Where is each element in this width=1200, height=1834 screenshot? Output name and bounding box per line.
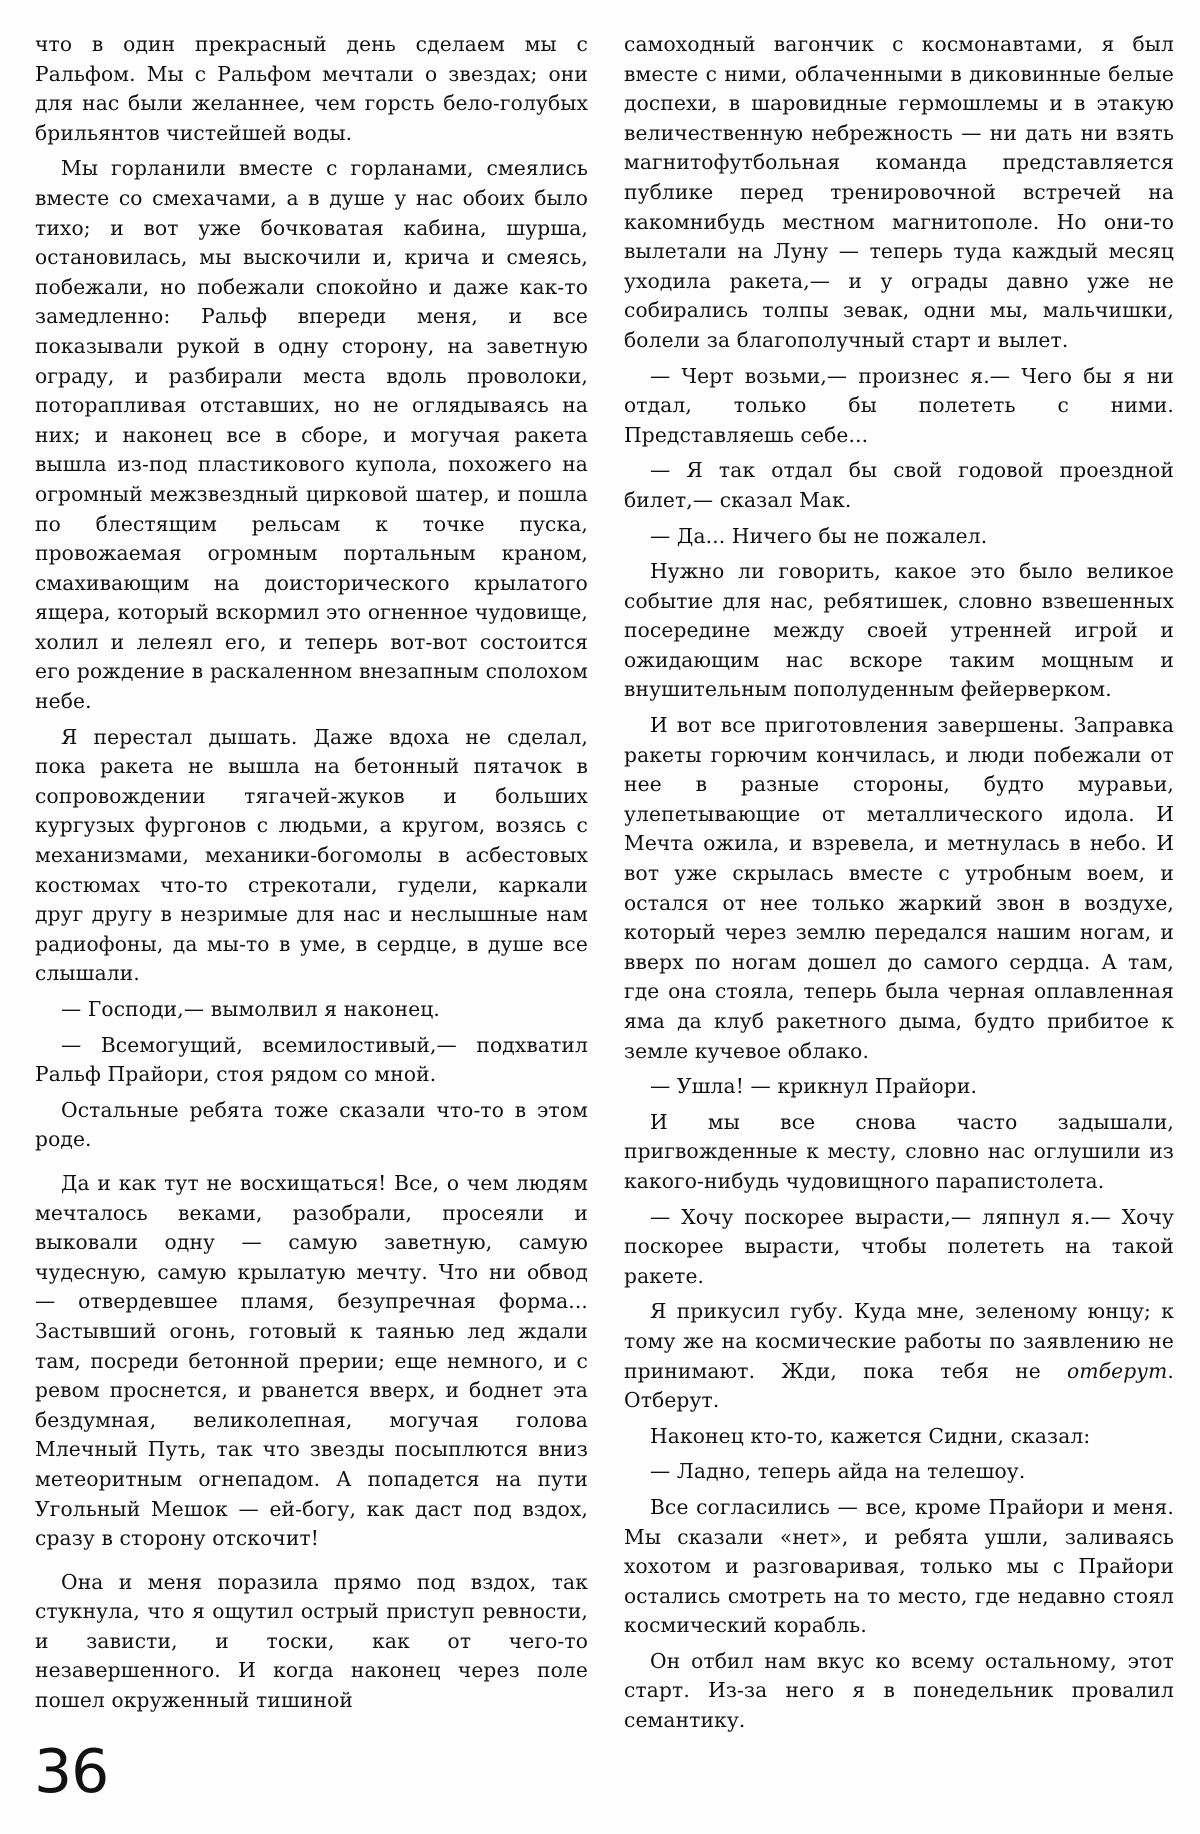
dialogue-line: — Черт возьми,— произнес я.— Чего бы я ни отдал, только бы полететь с ними. Представляешь себе... xyxy=(624,363,1174,447)
dialogue-line: — Ушла! — крикнул Прайори. xyxy=(650,1074,978,1099)
paragraph: И мы все снова часто задышали, пригвожденные к месту, словно нас оглушили из какого-нибудь чудовищного парапистолета. xyxy=(624,1109,1174,1193)
left-text-column xyxy=(35,30,588,1722)
paragraph: Мы горланили вместе с горланами, смеялись вместе со смехачами, а в душе у нас обоих было тихо; и вот уже бочковатая кабина, шурша, остановилась, мы выскочили и, крича и смеясь, побежали, но побежали спокойно и даже как-то замедленно: Ральф впереди меня, и все показывали рукой в одну сторону, на заветную ограду, и разбирали места вдоль проволоки, поторапливая отставших, но не оглядываясь на них; и наконец все в сборе, и могучая ракета вышла из-под пластикового купола, похожего на огромный межзвездный цирковой шатер, и пошла по блестящим рельсам к точке пуска, провожаемая огромным портальным краном, смахивающим на доисторического крылатого ящера, который вскормил это огненное чудовище, холил и лелеял его, и теперь вот-вот состоится его рождение в раскаленном внезапным сполохом небе. xyxy=(35,156,588,714)
paragraph: Я перестал дышать. Даже вдоха не сделал, пока ракета не вышла на бетонный пятачок в сопровождении тягачей-жуков и больших кургузых фургонов с людьми, а кругом, возясь с механизмами, механики-богомолы в асбестовых костюмах что-то стрекотали, гудели, каркали друг другу в незримые для нас и неслышные нам радиофоны, да мы-то в уме, в сердце, в душе все слышали. xyxy=(35,724,588,986)
paragraph-text: Я прикусил губу. Куда мне, зеленому юнцу; к тому же на космические работы по заявлению не принимают. Жди, пока тебя не xyxy=(624,1299,1174,1383)
paragraph-text: . Отберут. xyxy=(624,1358,1174,1413)
paragraph: Остальные ребята тоже сказали что-то в этом роде. xyxy=(35,1097,588,1152)
paragraph xyxy=(624,1297,1174,1415)
right-text-column xyxy=(624,30,1174,1742)
emphasis: отберут xyxy=(1067,1358,1168,1383)
paragraph: И вот все приготовления завершены. Заправка ракеты горючим кончилась, и люди побежали от нее в разные стороны, будто муравьи, улепетывающие от металлического идола. И Мечта ожила, и взревела, и метнулась в небо. И вот уже скрылась вместе с утробным воем, и остался от нее только жаркий звон в воздухе, который через землю передался нашим ногам, и вверх по ногам дошел до самого сердца. А там, где она стояла, теперь была черная оплавленная яма да клуб ракетного дыма, будто прибитое к земле кучевое облако. xyxy=(624,713,1174,1063)
paragraph: Нужно ли говорить, какое это было великое событие для нас, ребятишек, словно взвешенных посередине между своей утренней игрой и ожидающим нас вскоре таким мощным и внушительным пополуденным фейерверком. xyxy=(624,559,1174,702)
paragraph: Она и меня поразила прямо под вздох, так стукнула, что я ощутил острый приступ ревности, и зависти, и тоски, как от чего-то незавершенного. И когда наконец через поле пошел окруженный тишиной xyxy=(35,1569,588,1713)
paragraph: Да и как тут не восхищаться! Все, о чем людям мечталось веками, разобрали, просеяли и выковали одну — самую заветную, самую чудесную, самую крылатую мечту. Что ни обвод — отвердевшее пламя, безупречная форма... Застывший огонь, готовый к таянью лед ждали там, посреди бетонной прерии; еще немного, и с ревом проснется, и рванется вверх, и боднет эта бездумная, великолепная, могучая голова Млечный Путь, так что звезды посыплются вниз метеоритным огнепадом. А попадется на пути Угольный Мешок — ей-богу, как даст под вздох, сразу в сторону отскочит! xyxy=(35,1170,588,1551)
page-number: 36 xyxy=(34,1737,109,1807)
dialogue-line: — Да... Ничего бы не пожалел. xyxy=(650,523,988,548)
paragraph: Наконец кто-то, кажется Сидни, сказал: xyxy=(650,1423,1091,1448)
dialogue-line: — Ладно, теперь айда на телешоу. xyxy=(650,1459,1026,1484)
dialogue-line: — Я так отдал бы свой годовой проездной билет,— сказал Мак. xyxy=(624,458,1174,512)
paragraph: Он отбил нам вкус ко всему остальному, этот старт. Из-за него я в понедельник провалил семантику. xyxy=(624,1648,1174,1733)
dialogue-line: — Всемогущий, всемилостивый,— подхватил Ральф Прайори, стоя рядом со мной. xyxy=(35,1032,588,1087)
paragraph: самоходный вагончик с космонавтами, я был вместе с ними, облаченными в диковинные белые доспехи, в шаровидные гермошлемы и в этакую величественную небрежность — ни дать ни взять магнитофутбольная команда представляется публике перед тренировочной встречей на какомнибудь местном магнитополе. Но они-то вылетали на Луну — теперь туда каждый месяц уходила ракета,— и у ограды давно уже не собирались толпы зевак, одни мы, мальчишки, болели за благополучный старт и вылет. xyxy=(624,32,1174,352)
dialogue-line: — Господи,— вымолвил я наконец. xyxy=(61,997,440,1021)
paragraph: что в один прекрасный день сделаем мы с Ральфом. Мы с Ральфом мечтали о звездах; они для нас были желаннее, чем горсть бело-голубых брильянтов чистейшей воды. xyxy=(35,32,588,145)
paragraph: Все согласились — все, кроме Прайори и меня. Мы сказали «нет», и ребята ушли, заливаясь хохотом и разговаривая, только мы с Прайори остались смотреть на то место, где недавно стоял космический корабль. xyxy=(624,1494,1174,1638)
dialogue-line: — Хочу поскорее вырасти,— ляпнул я.— Хочу поскорее вырасти, чтобы полететь на такой ракете. xyxy=(624,1204,1174,1288)
